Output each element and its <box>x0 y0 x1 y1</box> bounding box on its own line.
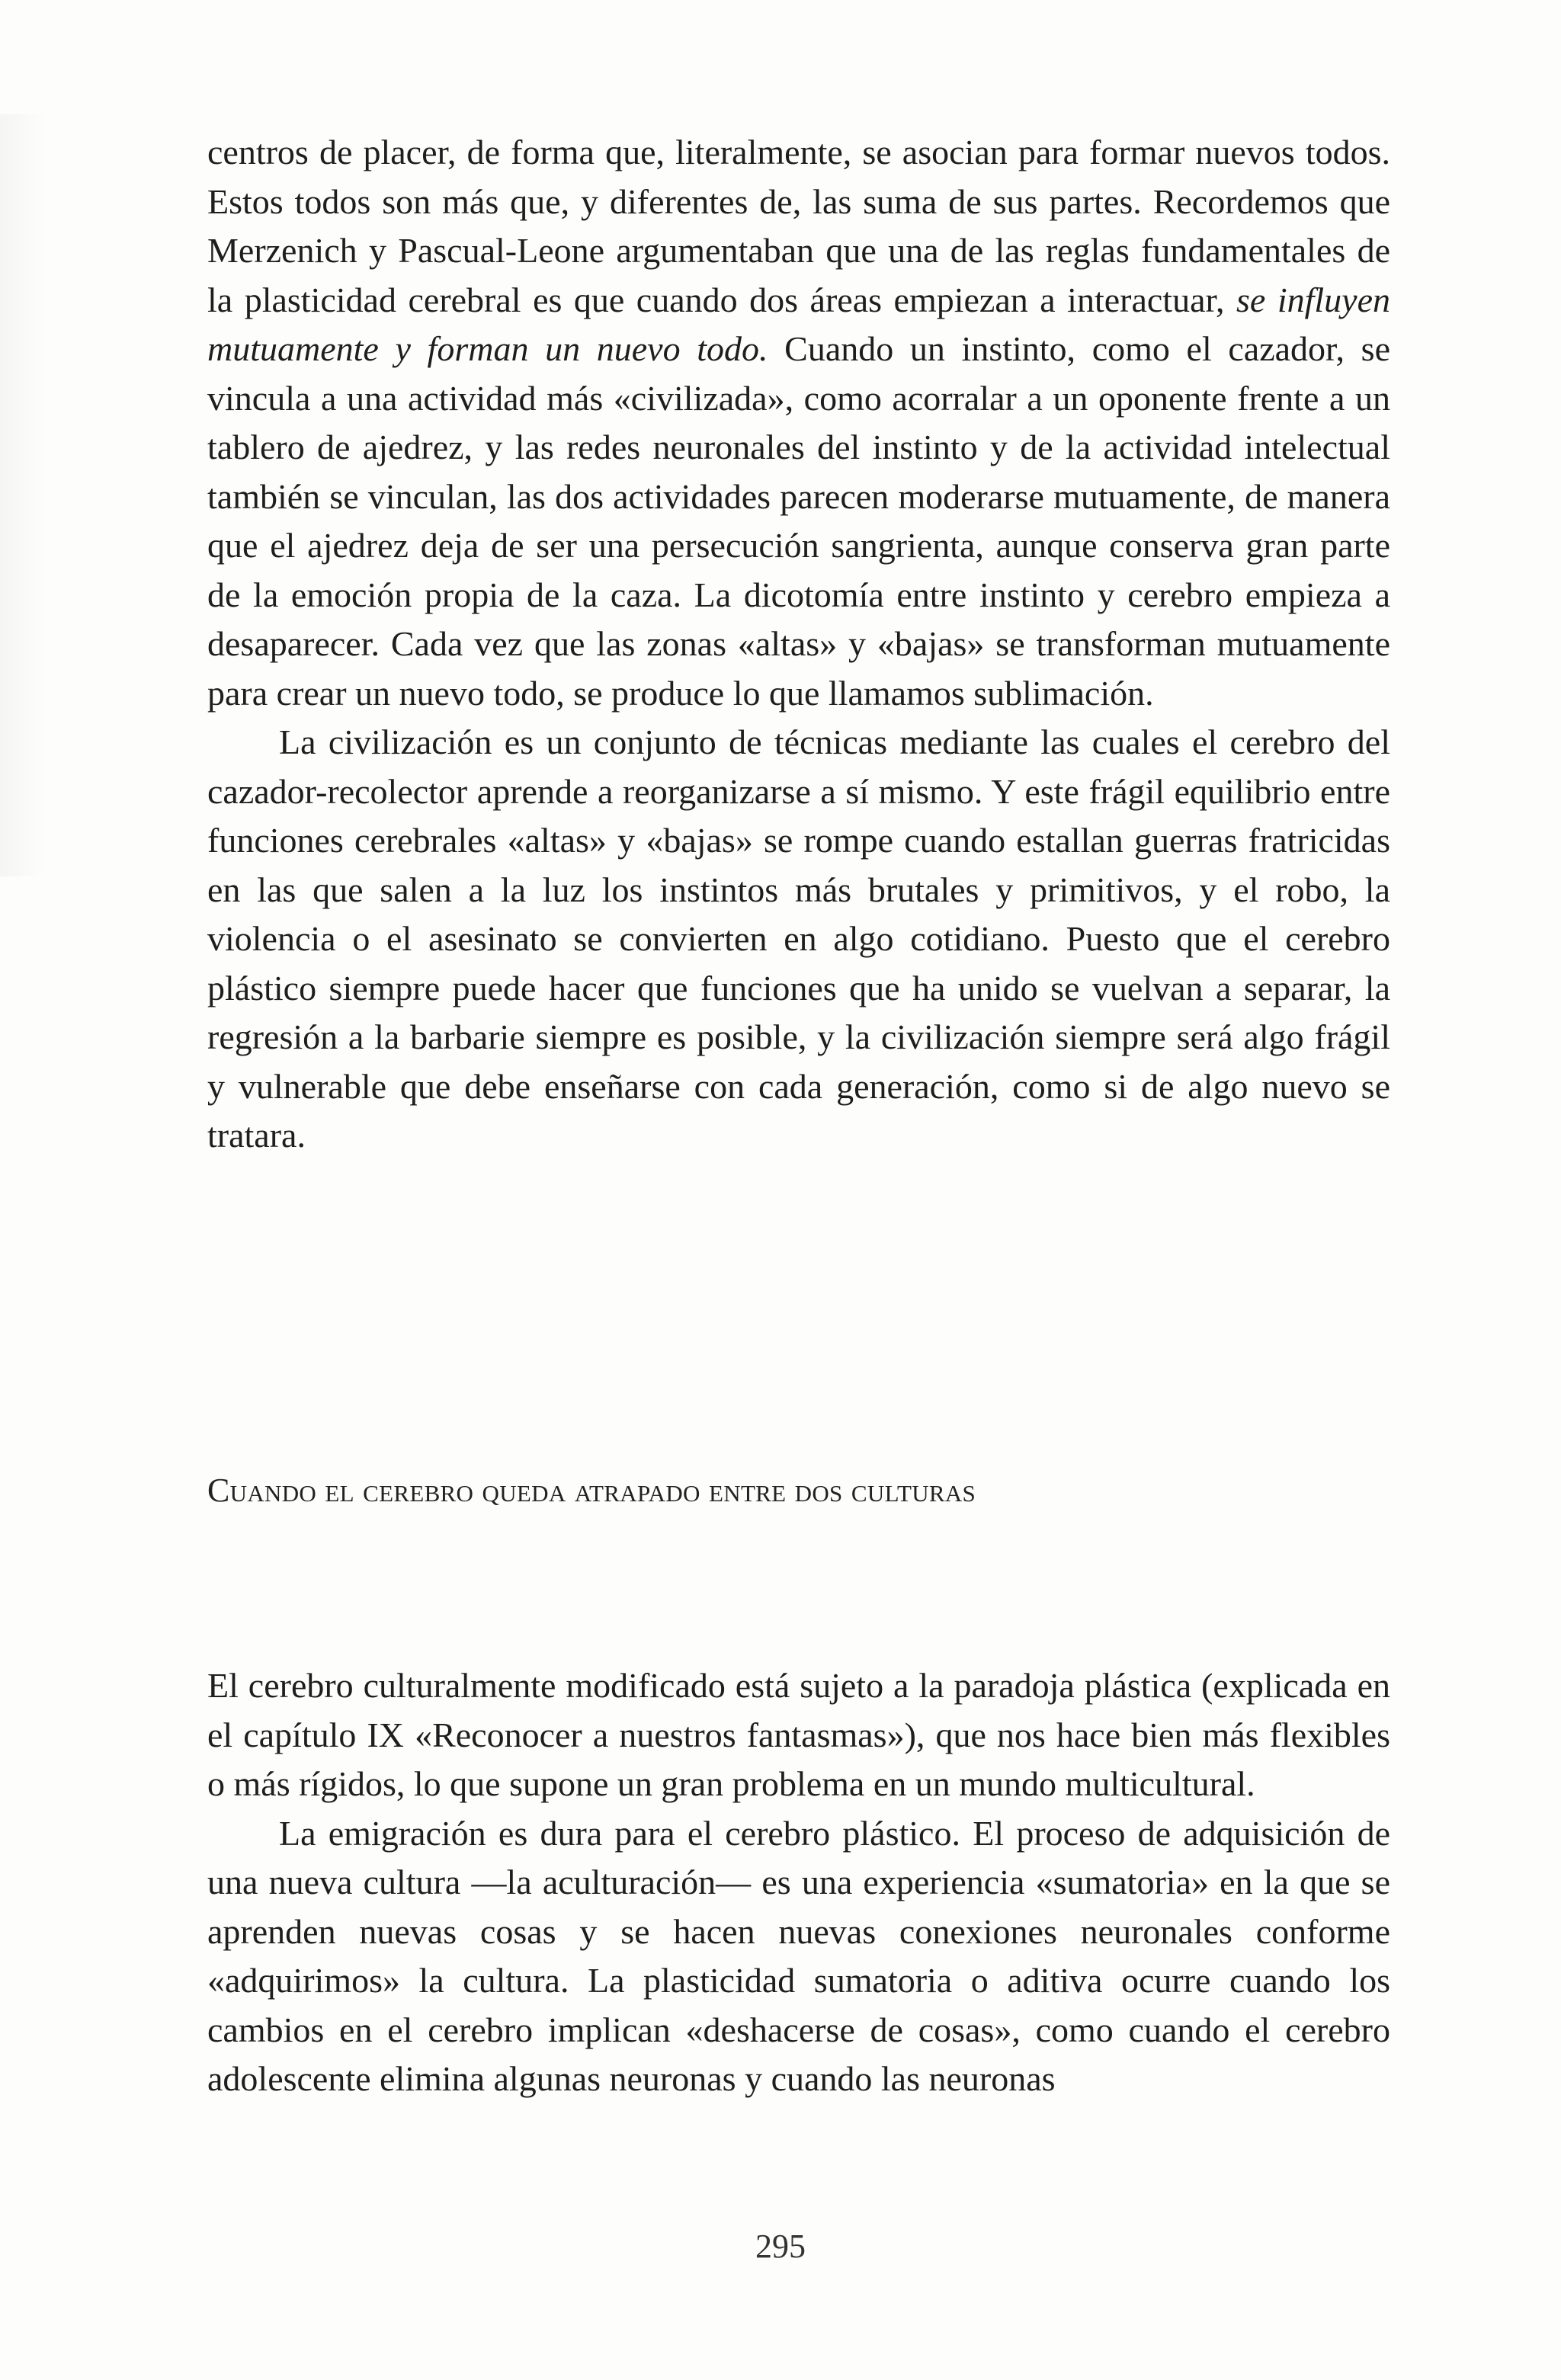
paragraph-text: centros de placer, de forma que, literalmente, se asocian para formar nuevos todos. Estos todos son más que, y diferentes de, las suma de sus partes. Recordemos que Merzenich y Pascual-Leone argumentaban que una de las reglas fundamentales de la plasticidad cerebral es que cuando dos áreas empiezan a interactuar, <box>207 133 1390 319</box>
paragraph: La emigración es dura para el cerebro plástico. El proceso de adquisición de una nueva cultura —la aculturación— es una experiencia «sumatoria» en la que se aprenden nuevas cosas y se hacen nuevas conexiones neuronales conforme «adquirimos» la cultura. La plasticidad sumatoria o aditiva ocurre cuando los cambios en el cerebro implican «deshacerse de cosas», como cuando el cerebro adolescente elimina algunas neuronas y cuando las neuronas <box>207 1813 1390 2098</box>
scan-edge-shadow <box>0 114 46 876</box>
body-text-section-2 <box>207 1661 1390 2104</box>
emphasized-phrase: se influyen mutuamente y forman un nuevo todo. <box>207 280 1390 368</box>
paragraph: El cerebro culturalmente modificado está sujeto a la paradoja plástica (explicada en el capítulo IX «Reconocer a nuestros fantasmas»), que nos hace bien más flexibles o más rígidos, lo que supone un gran problema en un mundo multicultural. <box>207 1666 1390 1803</box>
section-heading: Cuando el cerebro queda atrapado entre dos culturas <box>207 1472 976 1509</box>
paragraph-continued <box>207 128 1390 718</box>
body-text-section-1 <box>207 128 1390 1161</box>
paragraph: La civilización es un conjunto de técnicas mediante las cuales el cerebro del cazador-recolector aprende a reorganizarse a sí mismo. Y este frágil equilibrio entre funciones cerebrales «altas» y «bajas» se rompe cuando estallan guerras fratricidas en las que salen a la luz los instintos más brutales y primitivos, y el robo, la violencia o el asesinato se convierten en algo cotidiano. Puesto que el cerebro plástico siempre puede hacer que funciones que ha unido se vuelvan a separar, la regresión a la barbarie siempre es posible, y la civilización siempre será algo frágil y vulnerable que debe enseñarse con cada generación, como si de algo nuevo se tratara. <box>207 722 1390 1155</box>
paragraph-text-tail: Cuando un instinto, como el cazador, se vincula a una actividad más «civilizada», como acorralar a un oponente frente a un tablero de ajedrez, y las redes neuronales del instinto y de la actividad intelectual también se vinculan, las dos actividades parecen moderarse mutuamente, de manera que el ajedrez deja de ser una persecución sangrienta, aunque conserva gran parte de la emoción propia de la caza. La dicotomía entre instinto y cerebro empieza a desaparecer. Cada vez que las zonas «altas» y «bajas» se transforman mutuamente para crear un nuevo todo, se produce lo que llamamos sublimación. <box>207 329 1390 713</box>
page-number: 295 <box>755 2228 806 2265</box>
